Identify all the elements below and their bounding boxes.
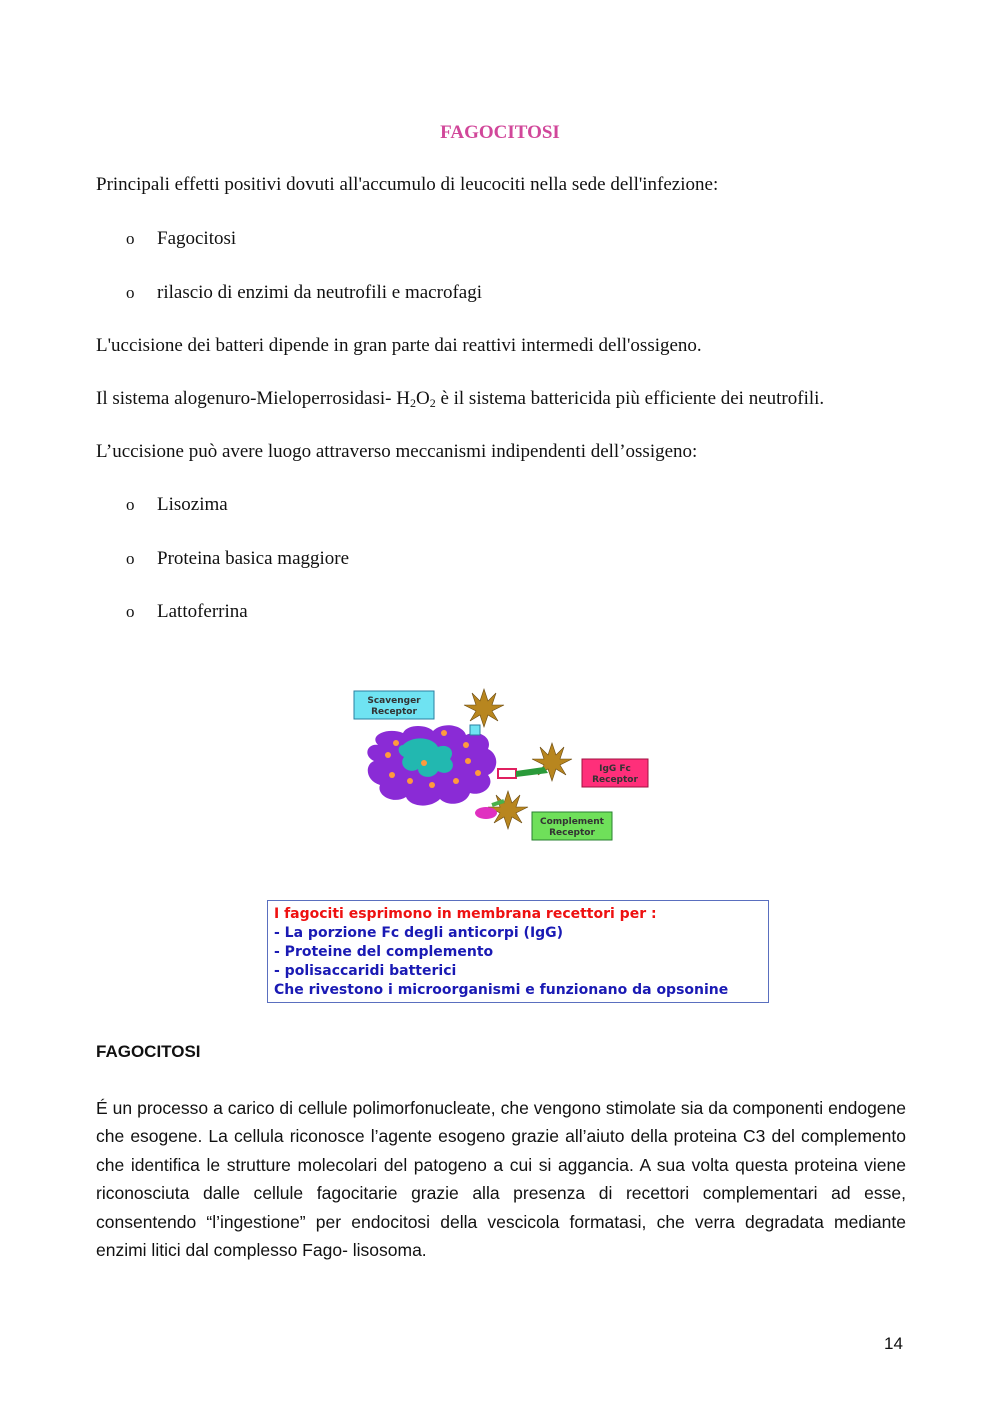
- box-line: - polisaccaridi batterici: [274, 963, 457, 979]
- sistema-mid: O: [415, 388, 430, 409]
- sistema-before: Il sistema alogenuro-Mieloperrosidasi- H: [96, 388, 410, 409]
- scavenger-receptor-label: [354, 691, 434, 719]
- section-heading: FAGOCITOSI: [96, 1042, 201, 1061]
- phagocyte-receptor-figure: [348, 685, 658, 845]
- page-number: 14: [884, 1334, 903, 1353]
- list-item: [126, 228, 236, 250]
- list-item-label: Fagocitosi: [157, 228, 237, 249]
- sistema-text: [96, 388, 824, 411]
- sistema-after: è il sistema battericida più efficiente dei neutrofili.: [435, 388, 825, 409]
- subscript: 2: [409, 396, 416, 410]
- box-line: - La porzione Fc degli anticorpi (IgG): [274, 925, 564, 941]
- bullet: o: [126, 229, 135, 248]
- bullet: o: [126, 495, 135, 514]
- box-line: - Proteine del complemento: [274, 944, 494, 960]
- list-item-label: Lisozima: [157, 494, 228, 515]
- list-item: [126, 282, 482, 304]
- body-paragraph: É un processo a carico di cellule polimorfonucleate, che vengono stimolate sia da componenti endogene che esogene. La cellula riconosce l’agente esogeno grazie all’aiuto della proteina C3 del complemento che identifica le strutture molecolari del patogeno a cui si aggancia. A sua volta questa proteina viene riconosciuta dalle cellule fagocitarie grazie alla presenza di recettori complementari ad esse, consentendo “l’ingestione” per endocitosi della vescicola formatasi, che verra degradata mediante enzimi litici dal complesso Fago- lisosoma.: [96, 1098, 906, 1261]
- svg-text:Receptor: Receptor: [371, 707, 417, 717]
- svg-text:Scavenger: Scavenger: [367, 696, 421, 706]
- svg-text:IgG Fc: IgG Fc: [599, 764, 631, 774]
- complement-receptor: [475, 807, 497, 819]
- phagocyte-cell: [367, 725, 496, 805]
- page-title: FAGOCITOSI: [440, 122, 560, 143]
- box-line: Che rivestono i microorganismi e funzionano da opsonine: [274, 982, 729, 998]
- receptors-info-box: [267, 900, 769, 1003]
- list-item: [126, 494, 228, 516]
- list-item-label: rilascio di enzimi da neutrofili e macrofagi: [157, 282, 482, 303]
- complement-receptor-label: [532, 812, 612, 840]
- uccisione-text: L'uccisione dei batteri dipende in gran parte dai reattivi intermedi dell'ossigeno.: [96, 335, 702, 356]
- fc-receptor: [498, 769, 516, 778]
- list-item-label: Lattoferrina: [157, 601, 248, 622]
- scavenger-receptor: [470, 725, 480, 735]
- igg-fc-receptor-label: [582, 759, 648, 787]
- subscript: 2: [429, 396, 436, 410]
- svg-text:Receptor: Receptor: [549, 828, 595, 838]
- bullet: o: [126, 283, 135, 302]
- indipendenti-text: L’uccisione può avere luogo attraverso meccanismi indipendenti dell’ossigeno:: [96, 441, 698, 462]
- list-item-label: Proteina basica maggiore: [157, 548, 350, 569]
- intro-text: Principali effetti positivi dovuti all'accumulo di leucociti nella sede dell'infezione:: [96, 174, 719, 195]
- svg-text:Complement: Complement: [540, 817, 604, 827]
- bullet: o: [126, 602, 135, 621]
- list-item: [126, 601, 248, 623]
- bullet: o: [126, 549, 135, 568]
- box-line: I fagociti esprimono in membrana recettori per :: [274, 906, 657, 922]
- igg-antibody: [516, 767, 548, 777]
- list-item: [126, 548, 349, 570]
- svg-text:Receptor: Receptor: [592, 775, 638, 785]
